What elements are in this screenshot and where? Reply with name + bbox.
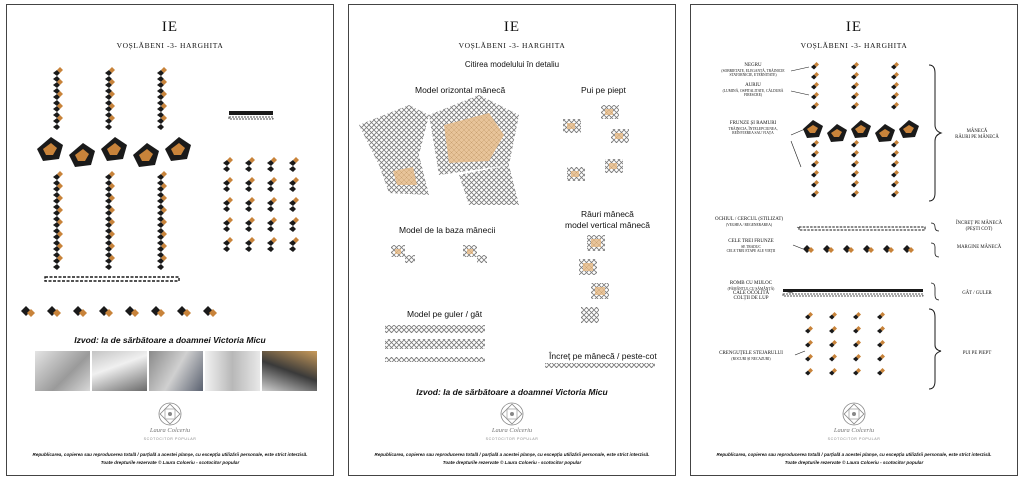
chest-sprigs xyxy=(223,157,299,252)
photo-3 xyxy=(149,351,204,391)
sleeve-column-2 xyxy=(105,67,115,270)
cot-strip xyxy=(799,227,925,230)
logo xyxy=(824,401,884,449)
sleeve-horizontal-motif xyxy=(359,95,519,205)
logo-role: SCOTOCITOR POPULAR xyxy=(827,437,881,441)
logo-emblem-icon xyxy=(482,401,542,427)
margin-leaves xyxy=(21,306,217,317)
page-subtitle: VOȘLĂBENI -3- HARGHITA xyxy=(458,41,566,50)
logo-emblem-icon xyxy=(824,401,884,427)
detail-heading: Citirea modelului în detaliu xyxy=(464,60,560,69)
annotation-auriu: AURIU (LUMINĂ, OSPITALITATE, CĂLDURĂ FIRESCRE) xyxy=(722,83,784,97)
annotation-trei-frunze: CELE TREI FRUNZE SE TRADUC CELE TREI ETAPE ALE VIEȚII xyxy=(726,239,776,253)
collar-motif xyxy=(385,325,485,362)
label-sleeve-vertical: model vertical mânecă xyxy=(565,220,651,230)
label-cot: Încreț pe mânecă / peste-cot xyxy=(549,351,657,361)
label-sleeve-rows: Râuri mânecă xyxy=(581,209,634,219)
sheet-overview xyxy=(6,4,334,476)
label-collar: Model pe guler / gât xyxy=(407,309,483,319)
photo-2 xyxy=(92,351,147,391)
annotation-ochiul: OCHIUL / CERCUL (STILIZAT) (VEGHEA / REGENERAREA) xyxy=(714,217,784,227)
brace-maneca xyxy=(929,65,941,201)
logo-signature: Laura Colceriu xyxy=(833,427,875,434)
annotation-romb: ROMB CU MIJLOC (PĂMÂNTUL CU SĂMÂNȚĂ) CALE OCOLITĂ COLȚII DE LUP xyxy=(727,281,775,302)
page-title: IE xyxy=(503,19,521,35)
footer xyxy=(353,451,671,467)
symbolism-pattern xyxy=(691,55,1018,395)
footer xyxy=(11,451,329,467)
page-title: IE xyxy=(845,19,863,35)
photo-5 xyxy=(262,351,317,391)
annotation-crenguite: CRENGUȚELE STEJARULUI (ROCURI ȘI NECAZURI) xyxy=(719,351,783,361)
logo-role: SCOTOCITOR POPULAR xyxy=(143,437,197,441)
footer-line-1: Republicarea, copierea sau reproducerea totală / parțială a acestei planșe, cu excepția utilizării personale, este strict interzisă. xyxy=(32,452,308,457)
logo-role: SCOTOCITOR POPULAR xyxy=(485,437,539,441)
footer-line-2: Toate drepturile rezervate © Laura Colceriu - scotocitor popular xyxy=(100,460,240,465)
logo-emblem-icon xyxy=(140,401,200,427)
collar-strip xyxy=(229,111,273,119)
sleeve-base-motif xyxy=(391,245,487,263)
label-sleeve-base: Model de la baza mânecii xyxy=(399,225,496,235)
sleeve-vertical-motif xyxy=(579,235,609,323)
sleeve-column-1 xyxy=(53,67,63,270)
logo-signature: Laura Colceriu xyxy=(491,427,533,434)
detail-patterns xyxy=(349,95,676,395)
sheet-symbolism xyxy=(690,4,1018,476)
page-subtitle: VOȘLĂBENI -3- HARGHITA xyxy=(800,41,908,50)
collar-rhombs xyxy=(783,289,923,296)
photo-4 xyxy=(205,351,260,391)
izvod-caption: Izvod: Ia de sărbătoare a doamnei Victoria Micu xyxy=(416,387,608,397)
izvod-caption: Izvod: Ia de sărbătoare a doamnei Victoria Micu xyxy=(74,335,266,345)
page-subtitle: VOȘLĂBENI -3- HARGHITA xyxy=(116,41,224,50)
logo xyxy=(482,401,542,449)
photo-1 xyxy=(35,351,90,391)
footer xyxy=(695,451,1013,467)
margin-leaves xyxy=(803,245,914,253)
footer-line-1: Republicarea, copierea sau reproducerea totală / parțială a acestei planșe, cu excepția utilizării personale, este strict interzisă. xyxy=(374,452,650,457)
cot-motif xyxy=(545,363,655,368)
logo xyxy=(140,401,200,449)
label-chest: Pui pe piept xyxy=(581,85,626,95)
photo-strip xyxy=(35,351,317,391)
page-title: IE xyxy=(161,19,179,35)
footer-line-1: Republicarea, copierea sau reproducerea totală / parțială a acestei planșe, cu excepția utilizării personale, este strict interzisă. xyxy=(716,452,992,457)
overview-pattern xyxy=(7,65,334,395)
logo-signature: Laura Colceriu xyxy=(149,427,191,434)
label-sleeve-horizontal: Model orizontal mânecă xyxy=(415,85,506,95)
annotation-negru: NEGRU (SOBRIETATE, ELEGANȚĂ, TRĂINICIE STATORNICIE, ETERNITATE) xyxy=(721,63,785,77)
annotation-frunze: FRUNZE ȘI RAMURI TRĂINICIA, ÎNTELEPCIUNEA, REÎNVIEREA SAU VIAȚA xyxy=(728,121,778,135)
chest-motif xyxy=(563,105,629,181)
label-pui: PUI PE PIEPT xyxy=(962,351,992,356)
label-gat: GÂT / GULER xyxy=(962,291,992,296)
brace-pui xyxy=(929,309,941,389)
label-maneca: MÂNECĂ RÂURI PE MÂNECĂ xyxy=(955,129,999,140)
label-margine: MARGINE MÂNECĂ xyxy=(956,245,1002,250)
chest-sprigs xyxy=(805,312,885,376)
sleeve-column-3 xyxy=(157,67,167,270)
footer-line-2: Toate drepturile rezervate © Laura Colceriu - scotocitor popular xyxy=(784,460,924,465)
cot-chain xyxy=(45,277,179,281)
horizontal-sleeve-band xyxy=(37,137,191,167)
sheet-detail xyxy=(348,4,676,476)
pointer-arrows xyxy=(783,67,809,355)
footer-line-2: Toate drepturile rezervate © Laura Colceriu - scotocitor popular xyxy=(442,460,582,465)
label-increti: ÎNCREȚ PE MÂNECĂ (PEȘTI COT) xyxy=(955,221,1003,232)
horizontal-band xyxy=(803,120,919,142)
